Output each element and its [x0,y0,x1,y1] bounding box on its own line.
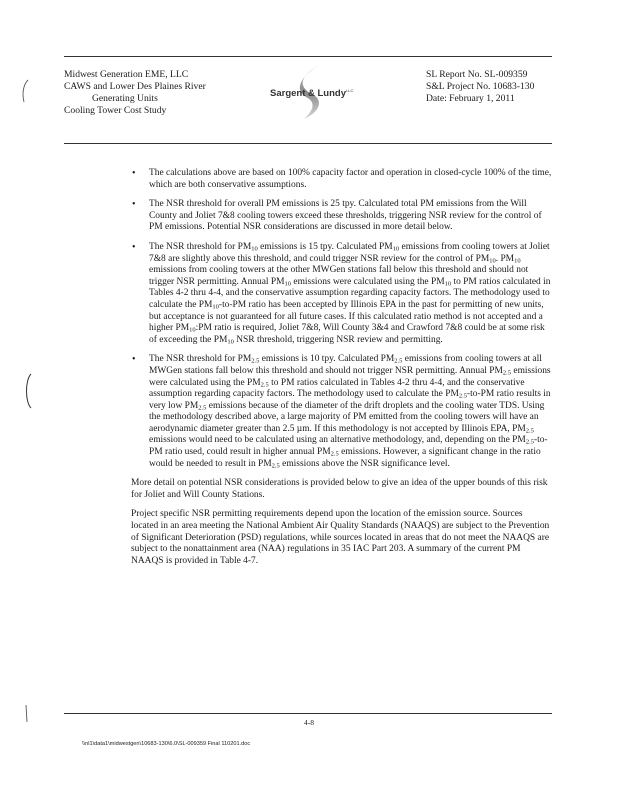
text-run: emissions were calculated using the PM [149,365,551,388]
body-paragraph: Project specific NSR permitting requirements depend upon the location of the emission source. Sources located in an area meeting the National Ambient Air Quality Standards (NAAQS) are subject to the Prevention of Significant Deterioration (PSD) regulations, while sources located in areas that do not meet the NAAQS are subject to the nonattainment area (NAA) regulations in 35 IAC Part 203. A summary of the current PM NAAQS is provided in Table 4-7. [131,509,550,566]
text-run: emissions is 15 tpy. Calculated PM [257,241,393,252]
text-run: emissions because of the diameter of the drift droplets and the cooling water TDS. Using the methodology described above, a large majority of PM emitted from the cooling towers will have an aerodynamic diameter greater than 2.5 µm. If this methodology is not accepted by Illinois EPA, PM [149,400,545,434]
subscript: 10 [212,303,219,311]
text-run: -to-PM ratio results in very low PM [149,389,551,411]
report-date: Date: February 1, 2011 [426,93,515,104]
text-run: emissions is 10 tpy. Calculated PM [259,354,395,365]
logo-llc-mark: LLC [346,88,354,93]
subscript: 2.5 [394,357,403,365]
text-run: :PM ratio is required, Joliet 7&8, Will County 3&4 and Crawford 7&8 could be at some risk of exceeding the PM [149,323,545,345]
text-run: The NSR threshold for PM [149,241,252,252]
header-project-line2: Generating Units [92,93,158,104]
logo-wordmark: Sargent & Lundy$^{LLC}$ [270,88,354,100]
text-run: emissions from cooling towers at Joliet 7&8 are slightly above this threshold, and could trigger NSR review for the control of PM [149,241,550,264]
subscript: 2.5 [198,404,207,412]
file-path: \\nl1\data1\midwestgen\10683-130\6.0\SL-009359 Final 110201.doc [82,741,251,747]
text-run: emissions were calculated using the PM [291,276,445,287]
subscript: 10 [392,245,400,253]
subscript: 2.5 [271,462,280,470]
subscript: 2.5 [525,427,534,435]
bullet-list [132,168,552,470]
text-run: -to-PM ratio has been accepted by Illinois EPA in the past for permitting of new units, but acceptance is not guaranteed for all future cases. If this calculated ratio method is not accepted and a higher PM [149,299,544,334]
page-number: 4-8 [304,718,314,727]
header-rule [64,56,552,57]
header-right [426,69,534,105]
subscript: 10 [489,257,496,265]
margin-tick-icon [22,704,32,724]
subscript: 10 [514,257,521,265]
subscript: 10 [444,280,452,288]
body-paragraph: More detail on potential NSR considerations is provided below to give an idea of the upper bounds of this risk for Joliet and Will County Stations. [131,478,548,500]
document-body [132,168,552,567]
text-run: NSR threshold, triggering NSR review and permitting. [233,334,443,345]
text-run: The calculations above are based on 100% capacity factor and operation in closed-cycle 100% of the time, which are both conservative assumptions. [149,168,552,190]
company-logo [266,64,356,120]
subscript: 2.5 [525,438,534,446]
text-run: emissions. However, a significant change in the ratio would be needed to result in PM [149,447,541,469]
subscript: 2.5 [330,450,339,458]
bullet-item [132,168,552,191]
text-run: to PM ratios calculated in Tables 4-2 thru 4-4, and the conservative assumption regarding capacity factors. The methodology used to calculate the PM [149,377,525,400]
bullet-item [132,199,552,234]
subscript: 10 [284,280,292,288]
text-run: emissions above the NSR significance level. [279,458,450,469]
subscript: 10 [189,326,196,334]
text-run: emissions would need to be calculated using an alternative methodology, and, depending on the PM [149,435,526,446]
header-left [64,69,206,117]
header-bottom-rule [64,143,552,144]
bullet-item [132,242,552,346]
header-company: Midwest Generation EME, LLC [64,69,189,80]
text-run: . PM [495,253,515,264]
margin-mark-icon [18,78,32,104]
report-number: SL Report No. SL-009359 [426,69,528,80]
text-run: emissions from cooling towers at the other MWGen stations fall below this threshold and should not trigger NSR permitting. Annual PM [149,265,529,287]
text-run: to PM ratios calculated in Tables 4-2 thru 4-4, and the conservative assumption regarding capacity factors. The methodology used to calculate the PM [149,276,551,310]
subscript: 2.5 [260,381,269,388]
text-run: The NSR threshold for PM [149,354,252,365]
bullet-item [132,354,552,470]
subscript: 2.5 [502,369,512,377]
project-number: S&L Project No. 10683-130 [426,81,535,92]
header-project-line1: CAWS and Lower Des Plaines River [64,81,206,92]
header-study-title: Cooling Tower Cost Study [64,105,167,116]
text-run: -to-PM ratio used, could result in higher annual PM [149,435,548,458]
footer-rule [64,713,552,714]
text-run: The NSR threshold for overall PM emissions is 25 tpy. Calculated total PM emissions from the Will County and Joliet 7&8 cooling towers exceed these thresholds, triggering NSR review for the control of PM emissions. Potential NSR considerations are discussed in more detail below. [149,199,542,233]
margin-bracket-icon [22,372,34,410]
subscript: 2.5 [251,357,260,365]
text-run: emissions from cooling towers at all MWGen stations fall below this threshold and should not trigger NSR permitting. Annual PM [149,354,542,376]
subscript: 10 [227,338,234,346]
subscript: 2.5 [458,392,467,400]
subscript: 10 [251,245,258,253]
